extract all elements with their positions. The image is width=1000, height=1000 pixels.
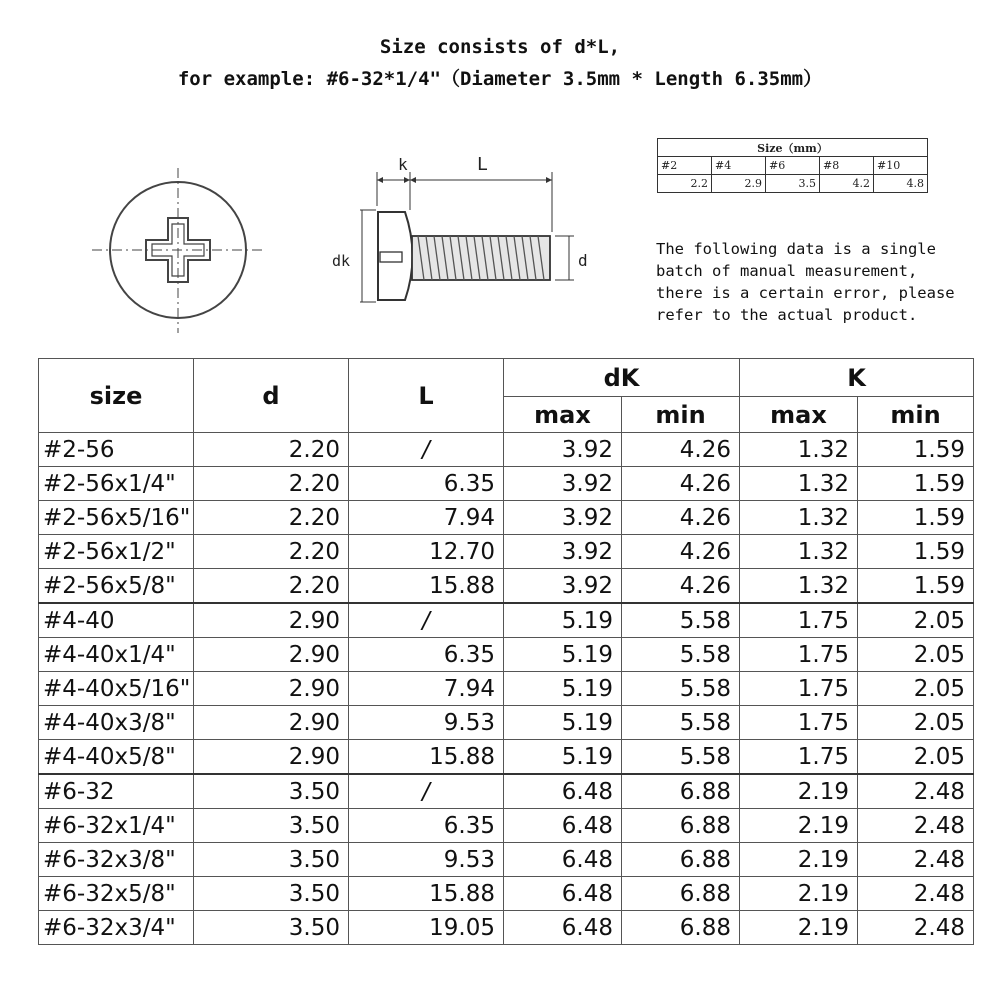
cell-L: / — [349, 433, 504, 467]
table-row — [39, 740, 974, 775]
note-line: The following data is a single — [656, 240, 936, 258]
cell-dk-min: 6.88 — [622, 911, 740, 945]
title-line-1: Size consists of d*L, — [379, 36, 621, 58]
cell-L: 9.53 — [349, 843, 504, 877]
size-label: #6 — [766, 157, 820, 175]
cell-k-min: 2.48 — [858, 809, 974, 843]
cell-d: 2.90 — [194, 603, 349, 638]
cell-dk-min: 4.26 — [622, 569, 740, 604]
size-value: 3.5 — [766, 175, 820, 193]
table-row — [39, 638, 974, 672]
cell-dk-min: 5.58 — [622, 706, 740, 740]
header-dk-max: max — [504, 397, 622, 433]
cell-k-min: 2.05 — [858, 672, 974, 706]
cell-k-min: 1.59 — [858, 501, 974, 535]
cell-k-min: 2.48 — [858, 877, 974, 911]
screw-diagram — [0, 120, 660, 340]
cell-k-min: 1.59 — [858, 535, 974, 569]
cell-dk-max: 3.92 — [504, 433, 622, 467]
note-line: there is a certain error, please — [656, 284, 955, 302]
screw-head-top-view — [92, 168, 265, 333]
cell-dk-max: 3.92 — [504, 535, 622, 569]
cell-L: / — [349, 603, 504, 638]
cell-k-max: 1.32 — [740, 467, 858, 501]
size-label: #2 — [658, 157, 712, 175]
cell-k-max: 2.19 — [740, 911, 858, 945]
cell-dk-max: 3.92 — [504, 501, 622, 535]
cell-dk-min: 6.88 — [622, 877, 740, 911]
cell-dk-min: 4.26 — [622, 433, 740, 467]
cell-dk-max: 6.48 — [504, 843, 622, 877]
cell-k-max: 2.19 — [740, 877, 858, 911]
cell-k-max: 1.32 — [740, 433, 858, 467]
cell-k-min: 1.59 — [858, 467, 974, 501]
spec-table-body — [39, 433, 974, 945]
note-line: batch of manual measurement, — [656, 262, 918, 280]
cell-d: 3.50 — [194, 774, 349, 809]
cell-size: #6-32 — [39, 774, 194, 809]
cell-dk-min: 6.88 — [622, 809, 740, 843]
cell-k-max: 2.19 — [740, 809, 858, 843]
size-value: 4.8 — [874, 175, 928, 193]
cell-L: 15.88 — [349, 740, 504, 775]
cell-dk-max: 5.19 — [504, 672, 622, 706]
table-row — [39, 877, 974, 911]
table-row — [39, 911, 974, 945]
cell-L: 7.94 — [349, 501, 504, 535]
cell-k-max: 1.75 — [740, 706, 858, 740]
size-value: 4.2 — [820, 175, 874, 193]
cell-dk-min: 5.58 — [622, 603, 740, 638]
cell-L: 7.94 — [349, 672, 504, 706]
cell-size: #2-56x1/4" — [39, 467, 194, 501]
cell-L: 15.88 — [349, 877, 504, 911]
table-row — [39, 603, 974, 638]
cell-k-max: 2.19 — [740, 774, 858, 809]
cell-L: 12.70 — [349, 535, 504, 569]
screw-side-view — [360, 172, 574, 302]
label-k: k — [398, 155, 408, 174]
cell-size: #4-40 — [39, 603, 194, 638]
cell-dk-max: 3.92 — [504, 569, 622, 604]
cell-L: 19.05 — [349, 911, 504, 945]
cell-size: #4-40x5/8" — [39, 740, 194, 775]
cell-dk-min: 5.58 — [622, 672, 740, 706]
cell-L: 15.88 — [349, 569, 504, 604]
size-mm-table — [657, 138, 928, 193]
cell-k-max: 2.19 — [740, 843, 858, 877]
cell-size: #6-32x1/4" — [39, 809, 194, 843]
cell-k-min: 2.48 — [858, 843, 974, 877]
cell-k-min: 2.48 — [858, 774, 974, 809]
table-row — [39, 467, 974, 501]
cell-d: 3.50 — [194, 809, 349, 843]
cell-dk-min: 6.88 — [622, 774, 740, 809]
cell-dk-min: 5.58 — [622, 740, 740, 775]
size-label: #8 — [820, 157, 874, 175]
cell-dk-max: 6.48 — [504, 911, 622, 945]
table-row — [39, 843, 974, 877]
cell-d: 2.20 — [194, 467, 349, 501]
cell-k-min: 2.05 — [858, 740, 974, 775]
cell-dk-min: 4.26 — [622, 467, 740, 501]
cell-dk-max: 6.48 — [504, 774, 622, 809]
cell-size: #4-40x1/4" — [39, 638, 194, 672]
cell-L: 6.35 — [349, 638, 504, 672]
cell-size: #2-56x5/16" — [39, 501, 194, 535]
cell-L: 6.35 — [349, 809, 504, 843]
cell-size: #2-56x1/2" — [39, 535, 194, 569]
cell-dk-max: 6.48 — [504, 809, 622, 843]
cell-dk-max: 5.19 — [504, 706, 622, 740]
table-row — [39, 809, 974, 843]
cell-size: #2-56 — [39, 433, 194, 467]
cell-d: 2.90 — [194, 638, 349, 672]
label-d: d — [578, 251, 588, 270]
cell-dk-max: 6.48 — [504, 877, 622, 911]
cell-k-max: 1.75 — [740, 740, 858, 775]
cell-size: #6-32x5/8" — [39, 877, 194, 911]
table-row — [39, 774, 974, 809]
size-label: #10 — [874, 157, 928, 175]
cell-d: 2.90 — [194, 706, 349, 740]
cell-k-min: 2.05 — [858, 603, 974, 638]
cell-L: 9.53 — [349, 706, 504, 740]
cell-dk-min: 4.26 — [622, 535, 740, 569]
cell-k-min: 1.59 — [858, 569, 974, 604]
cell-k-min: 2.05 — [858, 638, 974, 672]
cell-k-max: 1.75 — [740, 672, 858, 706]
table-row — [39, 706, 974, 740]
size-mm-caption: Size（mm） — [658, 139, 928, 157]
cell-k-min: 1.59 — [858, 433, 974, 467]
cell-dk-max: 5.19 — [504, 638, 622, 672]
cell-d: 3.50 — [194, 911, 349, 945]
cell-size: #6-32x3/4" — [39, 911, 194, 945]
cell-d: 2.20 — [194, 569, 349, 604]
cell-d: 2.90 — [194, 740, 349, 775]
cell-dk-max: 5.19 — [504, 740, 622, 775]
header-d: d — [194, 359, 349, 433]
cell-k-min: 2.05 — [858, 706, 974, 740]
header-K: K — [740, 359, 974, 397]
size-value: 2.2 — [658, 175, 712, 193]
cell-k-min: 2.48 — [858, 911, 974, 945]
cell-size: #6-32x3/8" — [39, 843, 194, 877]
title-line-2: for example: #6-32*1/4"（Diameter 3.5mm * Length 6.35mm） — [177, 68, 823, 90]
cell-d: 3.50 — [194, 843, 349, 877]
cell-d: 2.20 — [194, 501, 349, 535]
cell-size: #4-40x5/16" — [39, 672, 194, 706]
table-row — [39, 569, 974, 604]
table-row — [39, 501, 974, 535]
cell-d: 3.50 — [194, 877, 349, 911]
cell-dk-max: 3.92 — [504, 467, 622, 501]
cell-dk-max: 5.19 — [504, 603, 622, 638]
label-L: L — [477, 154, 488, 175]
cell-dk-min: 4.26 — [622, 501, 740, 535]
cell-k-max: 1.32 — [740, 501, 858, 535]
cell-d: 2.90 — [194, 672, 349, 706]
header-dK: dK — [504, 359, 740, 397]
table-row — [39, 672, 974, 706]
measurement-note — [656, 238, 976, 326]
spec-table — [38, 358, 974, 945]
header-k-min: min — [858, 397, 974, 433]
table-row — [39, 535, 974, 569]
cell-dk-min: 5.58 — [622, 638, 740, 672]
header-L: L — [349, 359, 504, 433]
cell-d: 2.20 — [194, 433, 349, 467]
note-line: refer to the actual product. — [656, 306, 918, 324]
header-size: size — [39, 359, 194, 433]
header-k-max: max — [740, 397, 858, 433]
cell-size: #4-40x3/8" — [39, 706, 194, 740]
cell-k-max: 1.75 — [740, 603, 858, 638]
cell-L: 6.35 — [349, 467, 504, 501]
cell-k-max: 1.32 — [740, 569, 858, 604]
cell-size: #2-56x5/8" — [39, 569, 194, 604]
cell-d: 2.20 — [194, 535, 349, 569]
size-label: #4 — [712, 157, 766, 175]
size-value: 2.9 — [712, 175, 766, 193]
cell-k-max: 1.75 — [740, 638, 858, 672]
cell-dk-min: 6.88 — [622, 843, 740, 877]
cell-L: / — [349, 774, 504, 809]
label-dk: dk — [332, 252, 351, 270]
table-row — [39, 433, 974, 467]
cell-k-max: 1.32 — [740, 535, 858, 569]
header-dk-min: min — [622, 397, 740, 433]
